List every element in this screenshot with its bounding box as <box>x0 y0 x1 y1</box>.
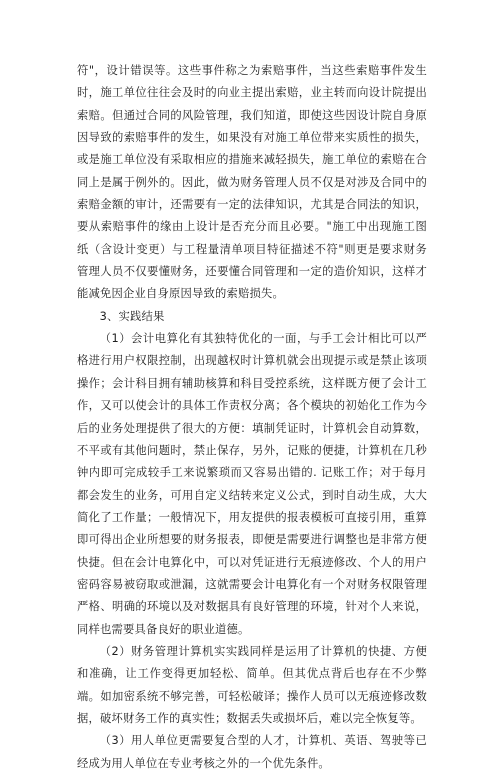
paragraph-result-2: （2）财务管理计算机实实践同样是运用了计算机的快捷、方便和准确，让工作变得更加轻松、简单。但其优点背后也存在不少弊端。如加密系统不够完善，可轻松破译；操作人员可以无痕迹修改数据，破坏财务工作的真实性；数据丢失或损坏后，难以完全恢复等。 <box>77 644 427 725</box>
paragraph-contract-claims: 符"，设计错误等。这些事件称之为索赔事件，当这些索赔事件发生时，施工单位往往会及时的向业主提出索赔，业主转而向设计院提出索赔。但通过合同的风险管理，我们知道，即使这些因设计院自身原因导致的索赔事件的发生，如果没有对施工单位带来实质性的损失，或是施工单位没有采取相应的措施来减轻损失，施工单位的索赔在合同上是属于例外的。因此，做为财务管理人员不仅是对涉及合同中的索赔金额的审计，还需要有一定的法律知识，尤其是合同法的知识，要从索赔事件的缘由上设计是否充分而且必要。"施工中出现施工图纸（含设计变更）与工程量清单项目特征描述不符"则更是要求财务管理人员不仅要懂财务，还要懂合同管理和一定的造价知识，这样才能减免因企业自身原因导致的索赔损失。 <box>77 64 427 301</box>
document-body <box>77 60 427 775</box>
section-heading-practice-results: 3、实践结果 <box>99 309 165 323</box>
paragraph-result-3: （3）用人单位更需要复合型的人才，计算机、英语、驾驶等已经成为用人单位在专业考核之外的一个优先条件。 <box>77 734 427 770</box>
paragraph-result-1: （1）会计电算化有其独特优化的一面，与手工会计相比可以严格进行用户权限控制，出现越权时计算机就会出现提示或是禁止该项操作；会计科目拥有辅助核算和科目受控系统，这样既方便了会计工作，又可以使会计的具体工作责权分离；各个模块的初始化工作为今后的业务处理提供了很大的方便：填制凭证时，计算机会自动算数，不平或有其他问题时，禁止保存，另外，记账的便捷，计算机在几秒钟内即可完成较手工来说繁琐而又容易出错的. 记账工作；对于每月都会发生的业务，可用自定义结转来定义公式，到时自动生成，大大简化了工作量；一般情况下，用友提供的报表模板可直接引用，重算即可得出企业所想要的财务报表，即便是需要进行调整也是非常方便快捷。但在会计电算化中，可以对凭证进行无痕迹修改、个人的用户密码容易被窃取或泄漏，这就需要会计电算化有一个对财务权限管理严格、明确的环境以及对数据具有良好管理的环境，针对个人来说，同样也需要具备良好的职业道德。 <box>77 332 427 636</box>
